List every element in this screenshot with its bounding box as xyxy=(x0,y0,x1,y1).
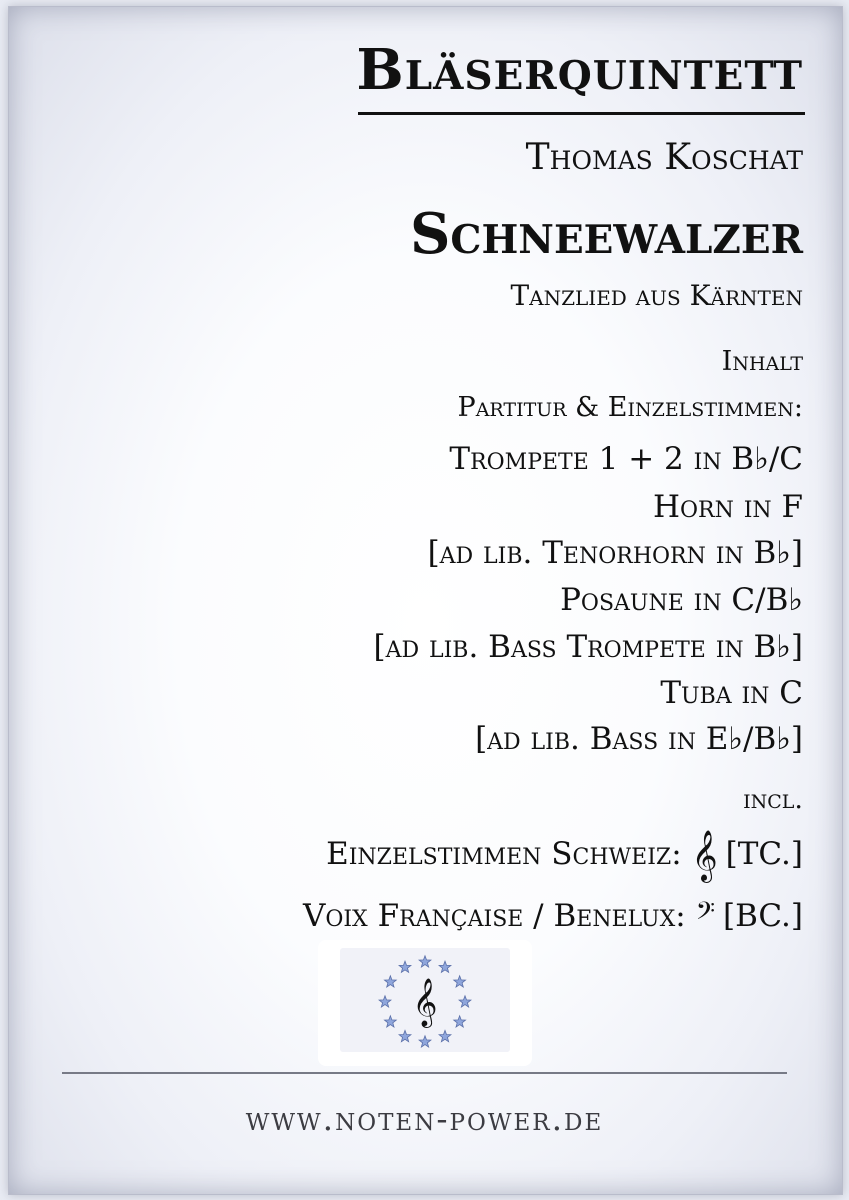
contents-heading: Inhalt xyxy=(721,346,803,377)
title-underline xyxy=(358,112,805,115)
swiss-edition-label: Einzelstimmen Schweiz: xyxy=(326,836,682,872)
work-title: Schneewalzer xyxy=(409,201,803,267)
emblem-clef-icon: 𝄞 xyxy=(412,977,438,1026)
emblem-star-icon xyxy=(399,1030,411,1041)
euro-stars-treble-clef-icon xyxy=(318,940,532,1066)
french-edition-label: Voix Française / Benelux: xyxy=(302,898,686,934)
website-url[interactable]: www.noten-power.de xyxy=(245,1099,604,1138)
emblem-star-icon xyxy=(439,1030,451,1041)
emblem xyxy=(318,940,532,1066)
emblem-star-icon xyxy=(454,1016,466,1027)
emblem-star-icon xyxy=(379,996,391,1007)
emblem-star-icon xyxy=(384,1016,396,1027)
emblem-star-icon xyxy=(459,996,471,1007)
ensemble-title: Bläserquintett xyxy=(356,37,803,103)
instrument-line: [ad lib. Tenorhorn in B♭] xyxy=(427,535,803,571)
emblem-star-icon xyxy=(399,961,411,972)
instrument-line: Trompete 1 + 2 in B♭/C xyxy=(449,441,803,477)
emblem-star-icon xyxy=(439,961,451,972)
instrument-line: [ad lib. Bass in E♭/B♭] xyxy=(475,721,803,757)
composer-name: Thomas Koschat xyxy=(525,137,803,178)
bass-clef-icon: 𝄢 xyxy=(695,897,715,932)
work-subtitle: Tanzlied aus Kärnten xyxy=(510,279,803,312)
emblem-star-icon xyxy=(454,976,466,987)
incl-label: incl. xyxy=(743,784,803,815)
swiss-edition-line xyxy=(326,830,803,881)
treble-clef-icon: 𝄞 xyxy=(691,830,718,881)
swiss-edition-code: [TC.] xyxy=(725,836,803,872)
emblem-star-icon xyxy=(384,976,396,987)
instrument-line: Horn in F xyxy=(652,489,803,525)
footer-rule xyxy=(62,1072,787,1074)
french-edition-line xyxy=(302,897,803,934)
instrument-line: Posaune in C/B♭ xyxy=(560,582,803,618)
instrument-line: [ad lib. Bass Trompete in B♭] xyxy=(373,629,803,665)
french-edition-code: [BC.] xyxy=(722,898,803,934)
instrument-line: Tuba in C xyxy=(660,675,803,711)
emblem-star-icon xyxy=(419,956,431,967)
emblem-star-icon xyxy=(419,1036,431,1047)
contents-subheading: Partitur & Einzelstimmen: xyxy=(457,392,803,423)
